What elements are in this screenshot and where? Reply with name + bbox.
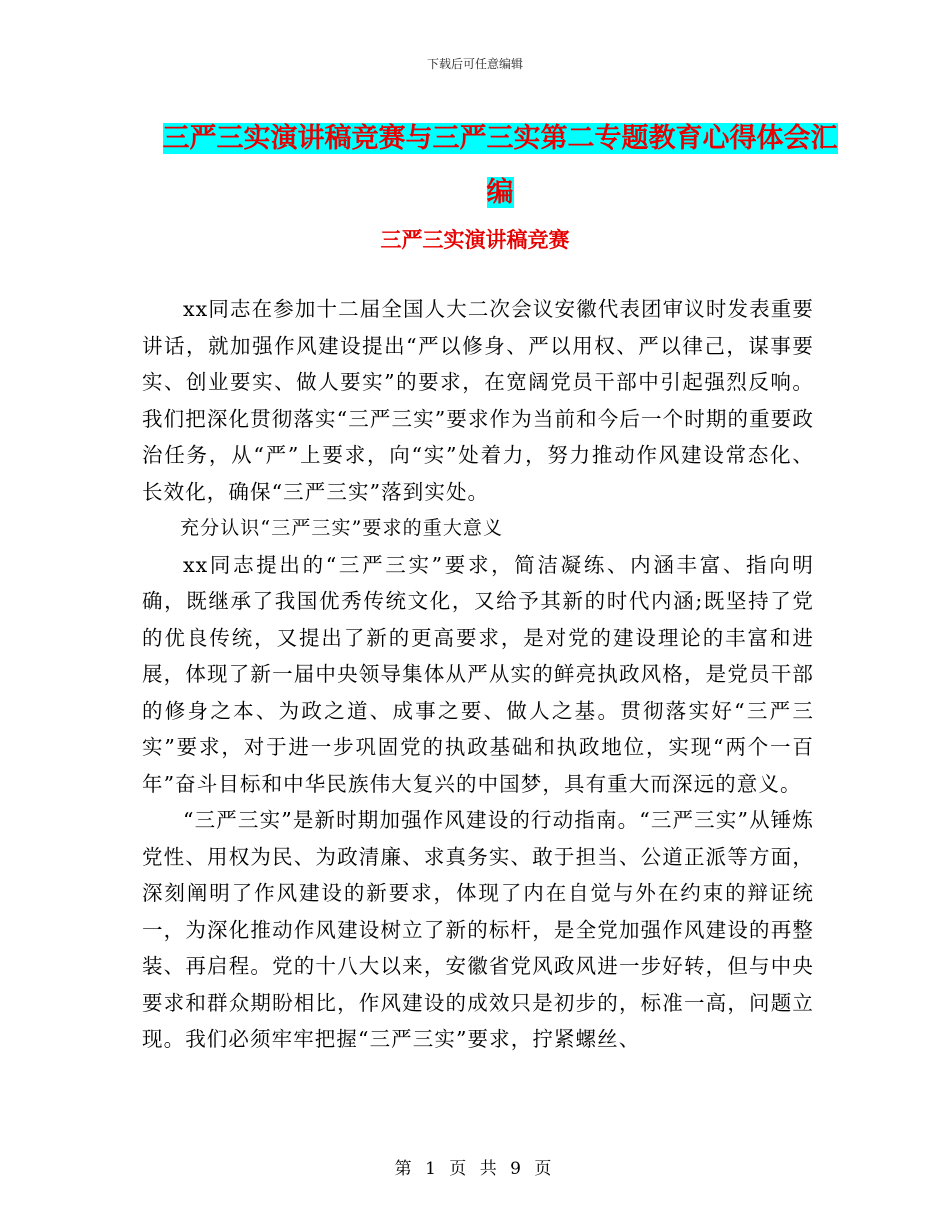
- document-title: [160, 112, 840, 220]
- section-subtitle: 三严三实演讲稿竞赛: [380, 228, 570, 252]
- paragraph: xx同志在参加十二届全国人大二次会议安徽代表团审议时发表重要讲话，就加强作风建设提出“严以修身、严以用权、严以律己，谋事要实、创业要实、做人要实”的要求，在宽阔党员干部中引起强烈反响。我们把深化贯彻落实“三严三实”要求作为当前和今后一个时期的重要政治任务，从“严”上要求，向“实”处着力，努力推动作风建设常态化、长效化，确保“三严三实”落到实处。: [142, 297, 814, 504]
- page-number-footer: 第 1 页 共 9 页: [394, 1159, 556, 1179]
- document-title-text: 三严三实演讲稿竞赛与三严三实第二专题教育心得体会汇编: [162, 123, 838, 208]
- paragraph: xx同志提出的“三严三实”要求，简洁凝练、内涵丰富、指向明确，既继承了我国优秀传统文化，又给予其新的时代内涵;既坚持了党的优良传统，又提出了新的更高要求，是对党的建设理论的丰富和进展，体现了新一届中央领导集体从严从实的鲜亮执政风格，是党员干部的修身之本、为政之道、成事之要、做人之基。贯彻落实好“三严三实”要求，对于进一步巩固党的执政基础和执政地位，实现“两个一百年”奋斗目标和中华民族伟大复兴的中国梦，具有重大而深远的意义。: [142, 552, 814, 796]
- page-header-note: 下载后可任意编辑: [426, 57, 523, 71]
- paragraph-heading: 充分认识“三严三实”要求的重大意义: [180, 517, 504, 539]
- paragraph: “三严三实”是新时期加强作风建设的行动指南。“三严三实”从锤炼党性、用权为民、为政清廉、求真务实、敢于担当、公道正派等方面，深刻阐明了作风建设的新要求，体现了内在自觉与外在约束的辩证统一，为深化推动作风建设树立了新的标杆，是全党加强作风建设的再整装、再启程。党的十八大以来，安徽省党风政风进一步好转，但与中央要求和群众期盼相比，作风建设的成效只是初步的，标准一高，问题立现。我们必须牢牢把握“三严三实”要求，拧紧螺丝、: [142, 808, 814, 1051]
- document-body: [142, 291, 814, 1058]
